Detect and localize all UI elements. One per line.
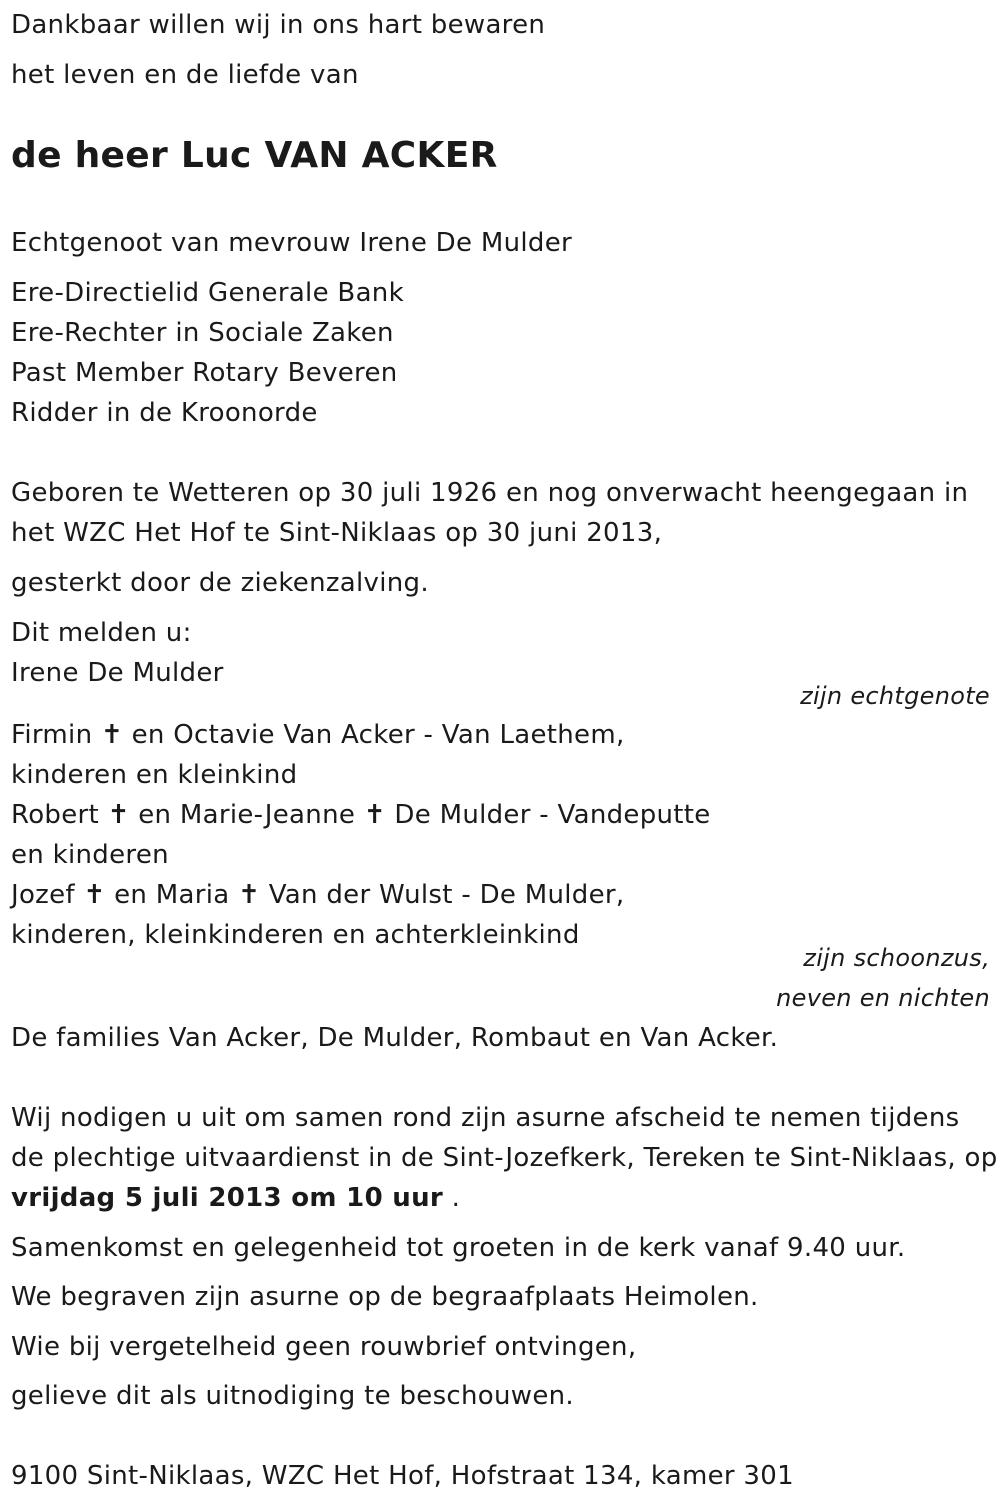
ceremony-line-2: de plechtige uitvaardienst in de Sint-Jozefkerk, Tereken te Sint-Niklaas, op	[11, 1143, 998, 1173]
spouse-name: Irene De Mulder	[11, 658, 224, 688]
family-2-name: Robert	[11, 800, 99, 830]
title-1: Ere-Directielid Generale Bank	[11, 278, 404, 308]
family-role-1: zijn schoonzus,	[803, 944, 990, 972]
address-line: 9100 Sint-Niklaas, WZC Het Hof, Hofstraat 134, kamer 301	[11, 1461, 794, 1491]
title-4: Ridder in de Kroonorde	[11, 398, 318, 428]
family-2-mid: en Marie-Jeanne	[138, 800, 356, 830]
family-1-line-1	[11, 722, 625, 748]
intro-line-2: het leven en de liefde van	[11, 60, 359, 90]
cross-icon: ✝	[107, 800, 130, 830]
ceremony-line-1: Wij nodigen u uit om samen rond zijn asurne afscheid te nemen tijdens	[11, 1103, 960, 1133]
note-line-2: gelieve dit als uitnodiging te beschouwen.	[11, 1381, 574, 1411]
family-1-line-2: kinderen en kleinkind	[11, 760, 298, 790]
spouse-role: zijn echtgenote	[800, 682, 990, 710]
ceremony-date: vrijdag 5 juli 2013 om 10 uur	[11, 1183, 444, 1213]
intro-line-1: Dankbaar willen wij in ons hart bewaren	[11, 10, 546, 40]
deceased-name: de heer Luc VAN ACKER	[11, 135, 498, 176]
family-2-line-1	[11, 802, 711, 828]
ceremony-date-suffix: .	[443, 1183, 461, 1213]
families-line: De families Van Acker, De Mulder, Rombaut en Van Acker.	[11, 1023, 779, 1053]
birth-death-line-2: het WZC Het Hof te Sint-Niklaas op 30 juni 2013,	[11, 518, 663, 548]
ceremony-date-line	[11, 1185, 460, 1211]
family-3-rest: Van der Wulst - De Mulder,	[268, 880, 625, 910]
family-1-name: Firmin	[11, 720, 93, 750]
family-3-line-1	[11, 882, 624, 908]
family-role-2: neven en nichten	[776, 984, 990, 1012]
title-2: Ere-Rechter in Sociale Zaken	[11, 318, 394, 348]
birth-death-line-3: gesterkt door de ziekenzalving.	[11, 568, 429, 598]
cross-icon: ✝	[238, 880, 261, 910]
family-3-name: Jozef	[11, 880, 75, 910]
family-2-line-2: en kinderen	[11, 840, 169, 870]
family-3-mid: en Maria	[114, 880, 230, 910]
family-1-rest: en Octavie Van Acker - Van Laethem,	[131, 720, 625, 750]
spouse-line: Echtgenoot van mevrouw Irene De Mulder	[11, 228, 572, 258]
note-line-1: Wie bij vergetelheid geen rouwbrief ontvingen,	[11, 1332, 637, 1362]
family-3-line-2: kinderen, kleinkinderen en achterkleinkind	[11, 920, 580, 950]
cross-icon: ✝	[83, 880, 106, 910]
birth-death-line-1: Geboren te Wetteren op 30 juli 1926 en nog onverwacht heengegaan in	[11, 478, 969, 508]
family-2-rest: De Mulder - Vandeputte	[394, 800, 711, 830]
cross-icon: ✝	[100, 720, 124, 750]
gathering-line: Samenkomst en gelegenheid tot groeten in de kerk vanaf 9.40 uur.	[11, 1233, 906, 1263]
cross-icon: ✝	[363, 800, 386, 830]
burial-line: We begraven zijn asurne op de begraafplaats Heimolen.	[11, 1282, 759, 1312]
title-3: Past Member Rotary Beveren	[11, 358, 398, 388]
announcement-intro: Dit melden u:	[11, 618, 192, 648]
